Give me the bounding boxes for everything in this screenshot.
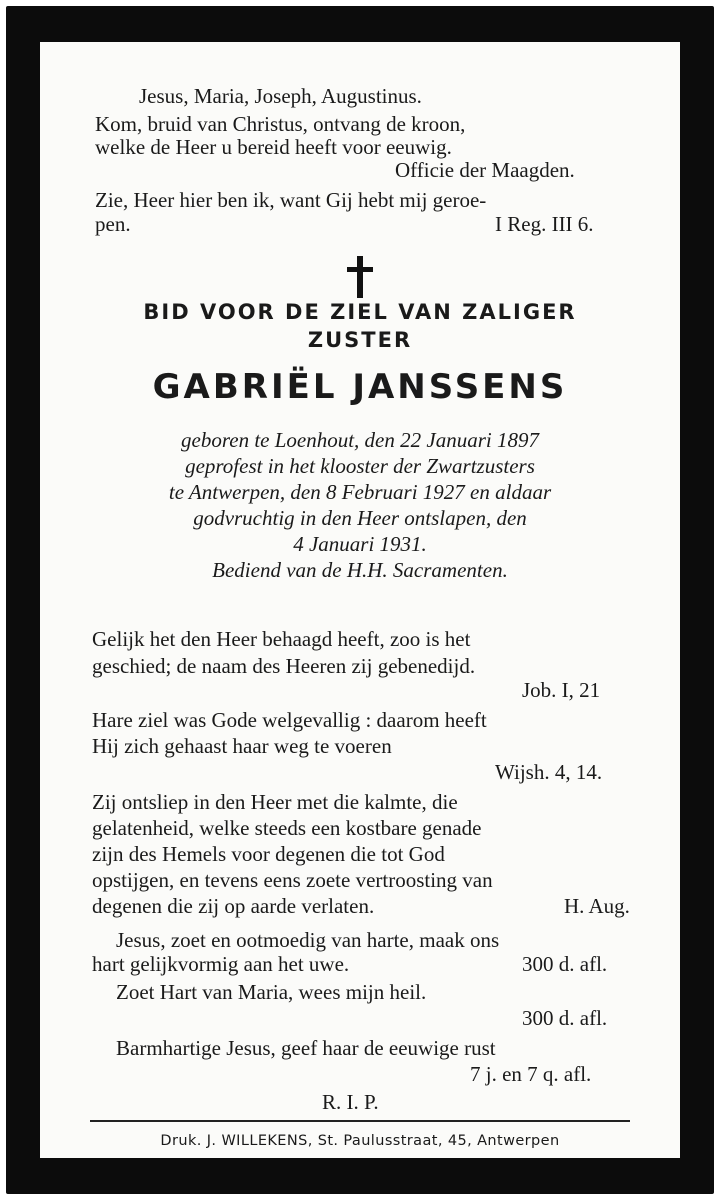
- quote-reference: H. Aug.: [564, 894, 630, 918]
- quote-line: Hij zich gehaast haar weg te voeren: [92, 734, 392, 758]
- bio-line: te Antwerpen, den 8 Februari 1927 en aldaar: [168, 480, 552, 504]
- printer-imprint: Druk. J. WILLEKENS, St. Paulusstraat, 45, Antwerpen: [160, 1133, 560, 1149]
- prayer-heading: BID VOOR DE ZIEL VAN ZALIGER: [143, 300, 577, 324]
- deceased-name: GABRIËL JANSSENS: [152, 367, 568, 407]
- footer-divider: [90, 1120, 630, 1122]
- rip-text: R. I. P.: [322, 1090, 379, 1114]
- bio-line: 4 Januari 1931.: [293, 532, 427, 556]
- invocation-line: Jesus, Maria, Joseph, Augustinus.: [139, 84, 422, 108]
- indulgence-line: Zoet Hart van Maria, wees mijn heil.: [116, 980, 427, 1004]
- verse-line: pen.: [95, 212, 131, 236]
- verse-line: Kom, bruid van Christus, ontvang de kroon,: [95, 112, 466, 136]
- cross-icon: [347, 256, 373, 298]
- quote-line: Zij ontsliep in den Heer met die kalmte, die: [92, 790, 458, 814]
- sacraments-line: Bediend van de H.H. Sacramenten.: [212, 558, 508, 582]
- quote-line: degenen die zij op aarde verlaten.: [92, 894, 375, 918]
- verse-line: welke de Heer u bereid heeft voor eeuwig.: [95, 135, 452, 159]
- indulgence-line: Barmhartige Jesus, geef haar de eeuwige rust: [116, 1036, 496, 1060]
- quote-reference: Wijsh. 4, 14.: [495, 760, 603, 784]
- bio-line: geprofest in het klooster der Zwartzusters: [185, 454, 535, 478]
- verse-source: Officie der Maagden.: [395, 158, 575, 182]
- bio-line: godvruchtig in den Heer ontslapen, den: [193, 506, 527, 530]
- quote-line: Hare ziel was Gode welgevallig : daarom heeft: [92, 708, 487, 732]
- quote-line: opstijgen, en tevens eens zoete vertroosting van: [92, 868, 493, 892]
- quote-line: Gelijk het den Heer behaagd heeft, zoo is het: [92, 627, 471, 651]
- quote-line: zijn des Hemels voor degenen die tot God: [92, 842, 445, 866]
- memorial-card: [40, 42, 680, 1158]
- bio-line: geboren te Loenhout, den 22 Januari 1897: [181, 428, 539, 452]
- quote-line: gelatenheid, welke steeds een kostbare genade: [92, 816, 482, 840]
- indulgence-line: Jesus, zoet en ootmoedig van harte, maak ons: [116, 928, 500, 952]
- indulgence-value: 300 d. afl.: [522, 952, 608, 976]
- prayer-subheading: ZUSTER: [307, 328, 413, 352]
- verse-line: Zie, Heer hier ben ik, want Gij hebt mij geroe-: [95, 188, 487, 212]
- indulgence-value: 7 j. en 7 q. afl.: [470, 1062, 592, 1086]
- verse-reference: I Reg. III 6.: [495, 212, 594, 236]
- quote-line: geschied; de naam des Heeren zij gebenedijd.: [92, 654, 476, 678]
- quote-reference: Job. I, 21: [522, 678, 601, 702]
- indulgence-value: 300 d. afl.: [522, 1006, 608, 1030]
- indulgence-line: hart gelijkvormig aan het uwe.: [92, 952, 350, 976]
